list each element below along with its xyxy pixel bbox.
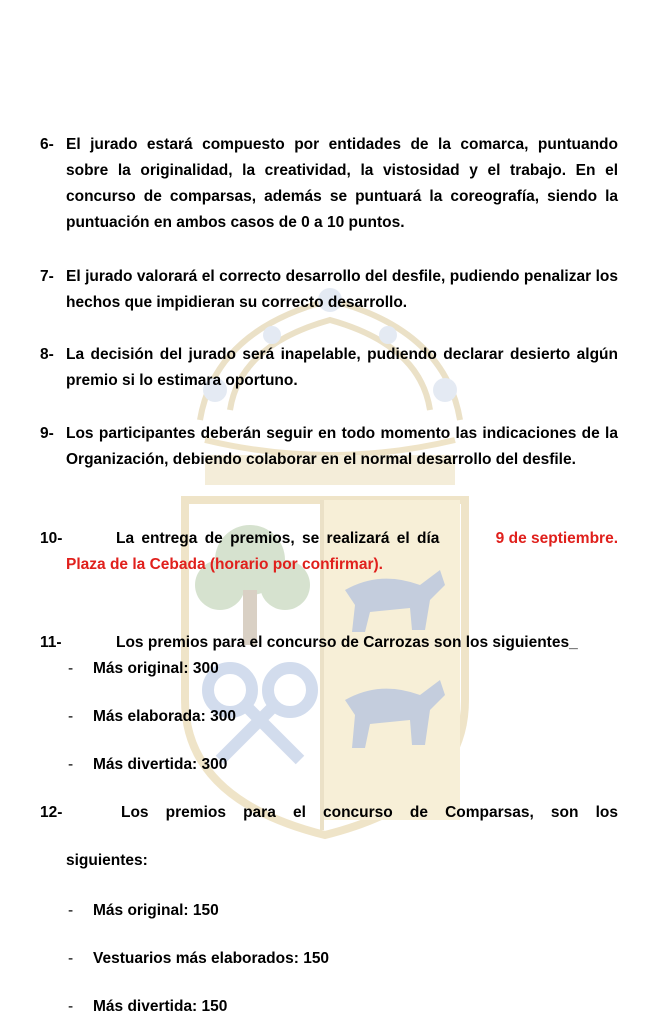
item-number: 7-	[40, 268, 54, 285]
list-item: Más original: 150	[93, 902, 219, 919]
list-bullet: -	[68, 708, 74, 725]
item-number: 8-	[40, 346, 54, 363]
award-location: Plaza de la Cebada (horario por confirmar).	[66, 556, 383, 573]
item-text: Los participantes deberán seguir en todo momento las indicaciones de la Organización, debiendo colaborar en el normal desarrollo del desfile.	[66, 425, 618, 468]
item-12	[40, 800, 618, 826]
list-item: Más elaborada: 300	[93, 708, 237, 725]
list-bullet: -	[68, 660, 74, 677]
item-number: 9-	[40, 425, 54, 442]
list-bullet: -	[68, 950, 74, 967]
award-date: 9 de septiembre.	[495, 530, 618, 547]
list-bullet: -	[68, 998, 74, 1015]
item-10	[40, 526, 618, 578]
item-11	[40, 630, 630, 656]
item-text: La entrega de premios, se realizará el día	[116, 530, 440, 547]
item-text: Los premios para el concurso de Comparsas, son los	[121, 804, 618, 821]
item-text: La decisión del jurado será inapelable, pudiendo declarar desierto algún premio si lo estimara oportuno.	[66, 346, 618, 389]
item-number: 11-	[40, 634, 62, 651]
animals-watermark	[345, 570, 445, 748]
item-text: El jurado valorará el correcto desarrollo del desfile, pudiendo penalizar los hechos que impidieran su correcto desarrollo.	[66, 268, 618, 311]
item-text-cont: siguientes:	[66, 852, 148, 869]
item-6	[40, 132, 618, 236]
item-number: 12-	[40, 804, 63, 821]
list-item: Vestuarios más elaborados: 150	[93, 950, 330, 967]
item-9	[40, 421, 618, 473]
list-item: Más divertida: 300	[93, 756, 228, 773]
item-7	[40, 264, 618, 316]
item-number: 6-	[40, 136, 54, 153]
item-8	[40, 342, 618, 394]
list-bullet: -	[68, 756, 74, 773]
list-bullet: -	[68, 902, 74, 919]
list-item: Más original: 300	[93, 660, 219, 677]
item-number: 10-	[40, 530, 63, 547]
item-text: Los premios para el concurso de Carrozas son los siguientes_	[116, 634, 578, 651]
item-text: El jurado estará compuesto por entidades de la comarca, puntuando sobre la originalidad, la creatividad, la vistosidad y el trabajo. En el concurso de comparsas, además se puntuará la coreografía, siendo la puntuación en ambos casos de 0 a 10 puntos.	[66, 136, 618, 231]
list-item: Más divertida: 150	[93, 998, 228, 1015]
